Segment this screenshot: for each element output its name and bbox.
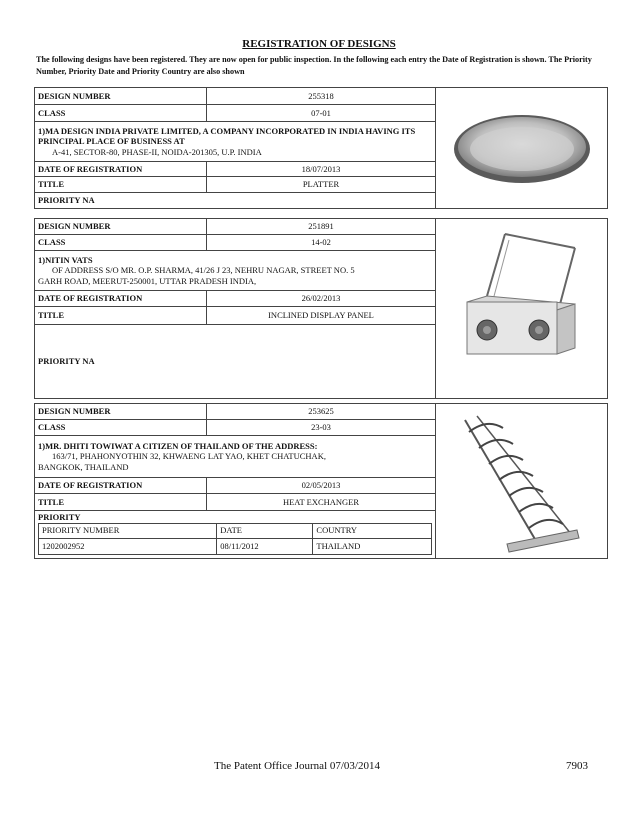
- priority-label: PRIORITY: [38, 512, 81, 522]
- applicant-address: A-41, SECTOR-80, PHASE-II, NOIDA-201305, U.P. INDIA: [52, 146, 262, 157]
- class-label: CLASS: [35, 420, 207, 436]
- platter-image: [436, 88, 608, 209]
- applicant-info: [35, 122, 436, 162]
- class-label: CLASS: [35, 105, 207, 122]
- applicant-address-line2: BANGKOK, THAILAND: [38, 461, 129, 472]
- class-value: 14-02: [207, 235, 436, 251]
- page-title: REGISTRATION OF DESIGNS: [242, 38, 396, 50]
- class-value: 23-03: [207, 420, 436, 436]
- intro-text: The following designs have been registered. They are now open for public inspection. In the following each entry the Date of Registration is shown. The Priority Number, Priority Date and Priority Country are also shown: [36, 55, 592, 76]
- heat-exchanger-icon: [447, 406, 597, 556]
- heat-exchanger-image: [436, 404, 608, 559]
- applicant-address-line2: GARH ROAD, MEERUT-250001, UTTAR PRADESH INDIA,: [38, 275, 257, 286]
- design-number-label: DESIGN NUMBER: [35, 88, 207, 105]
- priority-date-value: 08/11/2012: [217, 538, 313, 554]
- date-label: DATE OF REGISTRATION: [35, 478, 207, 494]
- design-entry-2: [34, 218, 608, 399]
- applicant-name: 1)MA DESIGN INDIA PRIVATE LIMITED, A COMPANY INCORPORATED IN INDIA HAVING ITS PRINCIPAL PLACE OF BUSINESS AT: [38, 125, 416, 147]
- applicant-address: 163/71, PHAHONYOTHIN 32, KHWAENG LAT YAO, KHET CHATUCHAK,: [52, 451, 326, 462]
- priority-country-value: THAILAND: [313, 538, 432, 554]
- applicant-name: 1)MR. DHITI TOWIWAT A CITIZEN OF THAILAND OF THE ADDRESS:: [38, 440, 318, 451]
- design-number-value: 255318: [207, 88, 436, 105]
- date-value: 26/02/2013: [207, 291, 436, 307]
- class-label: CLASS: [35, 235, 207, 251]
- priority-header-country: COUNTRY: [313, 523, 432, 538]
- priority-label: PRIORITY NA: [35, 325, 436, 399]
- priority-header-date: DATE: [217, 523, 313, 538]
- priority-header-number: PRIORITY NUMBER: [39, 523, 217, 538]
- title-label: TITLE: [35, 177, 207, 193]
- design-number-value: 253625: [207, 404, 436, 420]
- title-value: PLATTER: [207, 177, 436, 193]
- title-label: TITLE: [35, 494, 207, 511]
- title-value: INCLINED DISPLAY PANEL: [207, 307, 436, 325]
- applicant-info: [35, 251, 436, 291]
- applicant-info: [35, 436, 436, 478]
- date-value: 02/05/2013: [207, 478, 436, 494]
- applicant-address: OF ADDRESS S/O MR. O.P. SHARMA, 41/26 J 23, NEHRU NAGAR, STREET NO. 5: [52, 265, 355, 276]
- title-value: HEAT EXCHANGER: [207, 494, 436, 511]
- title-label: TITLE: [35, 307, 207, 325]
- design-number-label: DESIGN NUMBER: [35, 219, 207, 235]
- priority-table: [38, 523, 432, 555]
- priority-section: [35, 511, 436, 559]
- footer-journal: The Patent Office Journal 07/03/2014: [214, 760, 380, 772]
- applicant-name: 1)NITIN VATS: [38, 254, 93, 265]
- design-number-label: DESIGN NUMBER: [35, 404, 207, 420]
- design-entry-3: [34, 403, 608, 559]
- design-entry-1: [34, 87, 608, 209]
- priority-number-value: 1202002952: [39, 538, 217, 554]
- footer-page-number: 7903: [566, 760, 588, 772]
- display-panel-icon: [447, 226, 597, 391]
- date-value: 18/07/2013: [207, 162, 436, 177]
- date-label: DATE OF REGISTRATION: [35, 162, 207, 177]
- display-panel-image: [436, 219, 608, 399]
- date-label: DATE OF REGISTRATION: [35, 291, 207, 307]
- design-number-value: 251891: [207, 219, 436, 235]
- platter-icon: [447, 93, 597, 203]
- priority-label: PRIORITY NA: [35, 193, 436, 209]
- class-value: 07-01: [207, 105, 436, 122]
